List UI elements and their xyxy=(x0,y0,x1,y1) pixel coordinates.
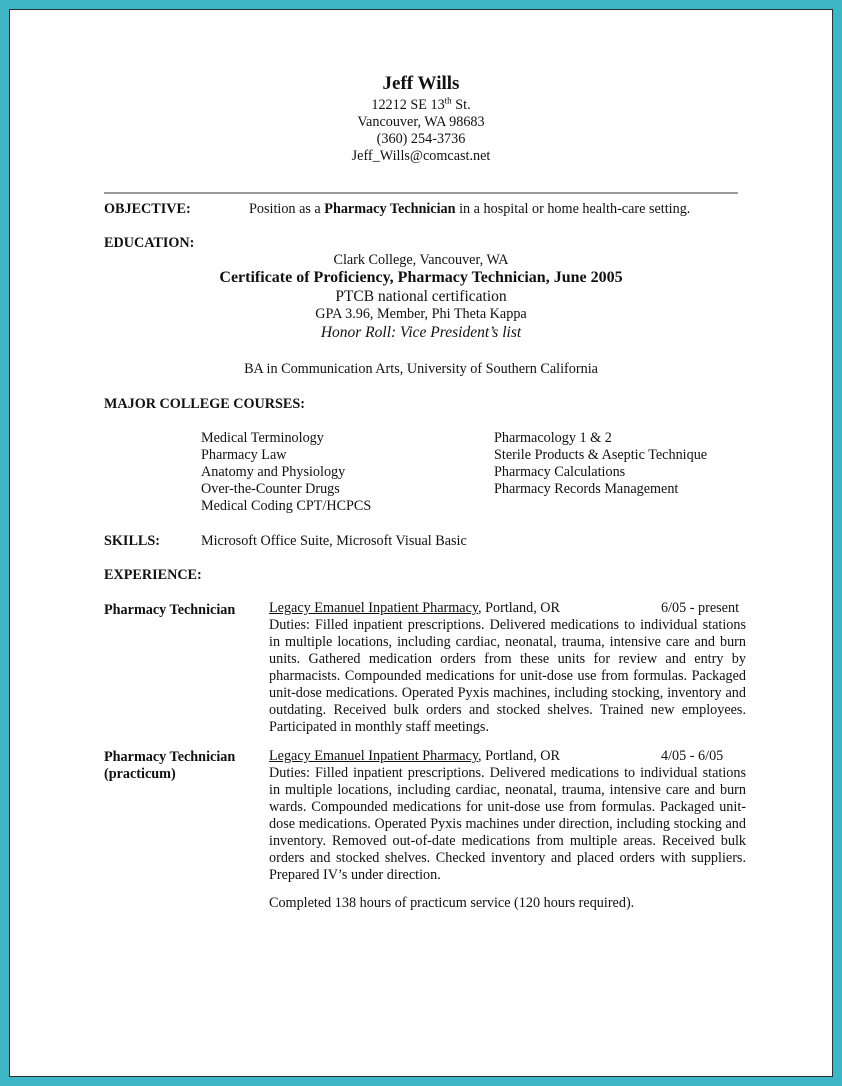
practicum-note: Completed 138 hours of practicum service (120 hours required). xyxy=(269,895,635,911)
job-employer-line: Legacy Emanuel Inpatient Pharmacy, Portland, OR xyxy=(269,600,561,616)
certificate-title: Certificate of Proficiency, Pharmacy Technician, June 2005 xyxy=(219,269,623,286)
job-duties: Duties: Filled inpatient prescriptions. Delivered medications to individual stations in multiple locations, including cardiac, neonatal, trauma, intensive care and burn wards. Compounded medications for unit-dose use from formulas. Packaged unit-dose medications. Operated Pyxis machines under direction, including stocking and inventory. Removed out-of-date medications from multiple areas. Received bulk orders and stocked shelves. Checked inventory and placed orders with suppliers. Prepared IV’s under direction. xyxy=(269,765,746,883)
skills-text: Microsoft Office Suite, Microsoft Visual Basic xyxy=(201,533,467,549)
job-dates: 4/05 - 6/05 xyxy=(661,748,724,764)
school-name: Clark College, Vancouver, WA xyxy=(333,252,509,268)
course-item: Medical Coding CPT/HCPCS xyxy=(201,498,372,514)
objective-heading: OBJECTIVE: xyxy=(104,201,191,217)
email-line: Jeff_Wills@comcast.net xyxy=(351,148,491,164)
ba-degree: BA in Communication Arts, University of Southern California xyxy=(244,361,598,377)
courses-heading: MAJOR COLLEGE COURSES: xyxy=(104,396,306,412)
course-item: Medical Terminology xyxy=(201,430,324,446)
skills-heading: SKILLS: xyxy=(104,533,160,549)
education-heading: EDUCATION: xyxy=(104,235,195,251)
job-duties: Duties: Filled inpatient prescriptions. Delivered medications to individual stations in multiple locations, including cardiac, neonatal, trauma, intensive care and burn units. Gathered medication orders from these units for review and entry by pharmacists. Compounded medications for unit-dose use from formulas. Packaged unit-dose medications. Operated Pyxis machines, including stocking, inventory and outdating. Received bulk orders and stocked shelves. Trained new employees. Participated in monthly staff meetings. xyxy=(269,617,746,735)
address-line: 12212 SE 13th St. xyxy=(371,95,471,113)
course-item: Pharmacology 1 & 2 xyxy=(494,430,612,446)
course-item: Anatomy and Physiology xyxy=(201,464,346,480)
job-title: Pharmacy Technician xyxy=(104,602,236,618)
job-employer-line: Legacy Emanuel Inpatient Pharmacy, Portland, OR xyxy=(269,748,561,764)
course-item: Pharmacy Records Management xyxy=(494,481,679,497)
honor-roll: Honor Roll: Vice President’s list xyxy=(320,324,522,341)
ptcb-certification: PTCB national certification xyxy=(335,288,507,305)
applicant-name: Jeff Wills xyxy=(382,73,460,94)
gpa-line: GPA 3.96, Member, Phi Theta Kappa xyxy=(315,306,527,322)
course-item: Pharmacy Calculations xyxy=(494,464,626,480)
phone-line: (360) 254-3736 xyxy=(376,131,466,147)
course-item: Pharmacy Law xyxy=(201,447,287,463)
job-dates: 6/05 - present xyxy=(661,600,740,616)
course-item: Over-the-Counter Drugs xyxy=(201,481,340,497)
job-subtitle: (practicum) xyxy=(104,766,176,782)
job-title: Pharmacy Technician xyxy=(104,749,236,765)
objective-text: Position as a Pharmacy Technician in a hospital or home health-care setting. xyxy=(249,201,691,217)
employer-name: Legacy Emanuel Inpatient Pharmacy xyxy=(269,600,479,616)
city-line: Vancouver, WA 98683 xyxy=(357,114,485,130)
course-item: Sterile Products & Aseptic Technique xyxy=(494,447,708,463)
employer-name: Legacy Emanuel Inpatient Pharmacy xyxy=(269,748,479,764)
header-divider xyxy=(104,192,738,194)
experience-heading: EXPERIENCE: xyxy=(104,567,202,583)
